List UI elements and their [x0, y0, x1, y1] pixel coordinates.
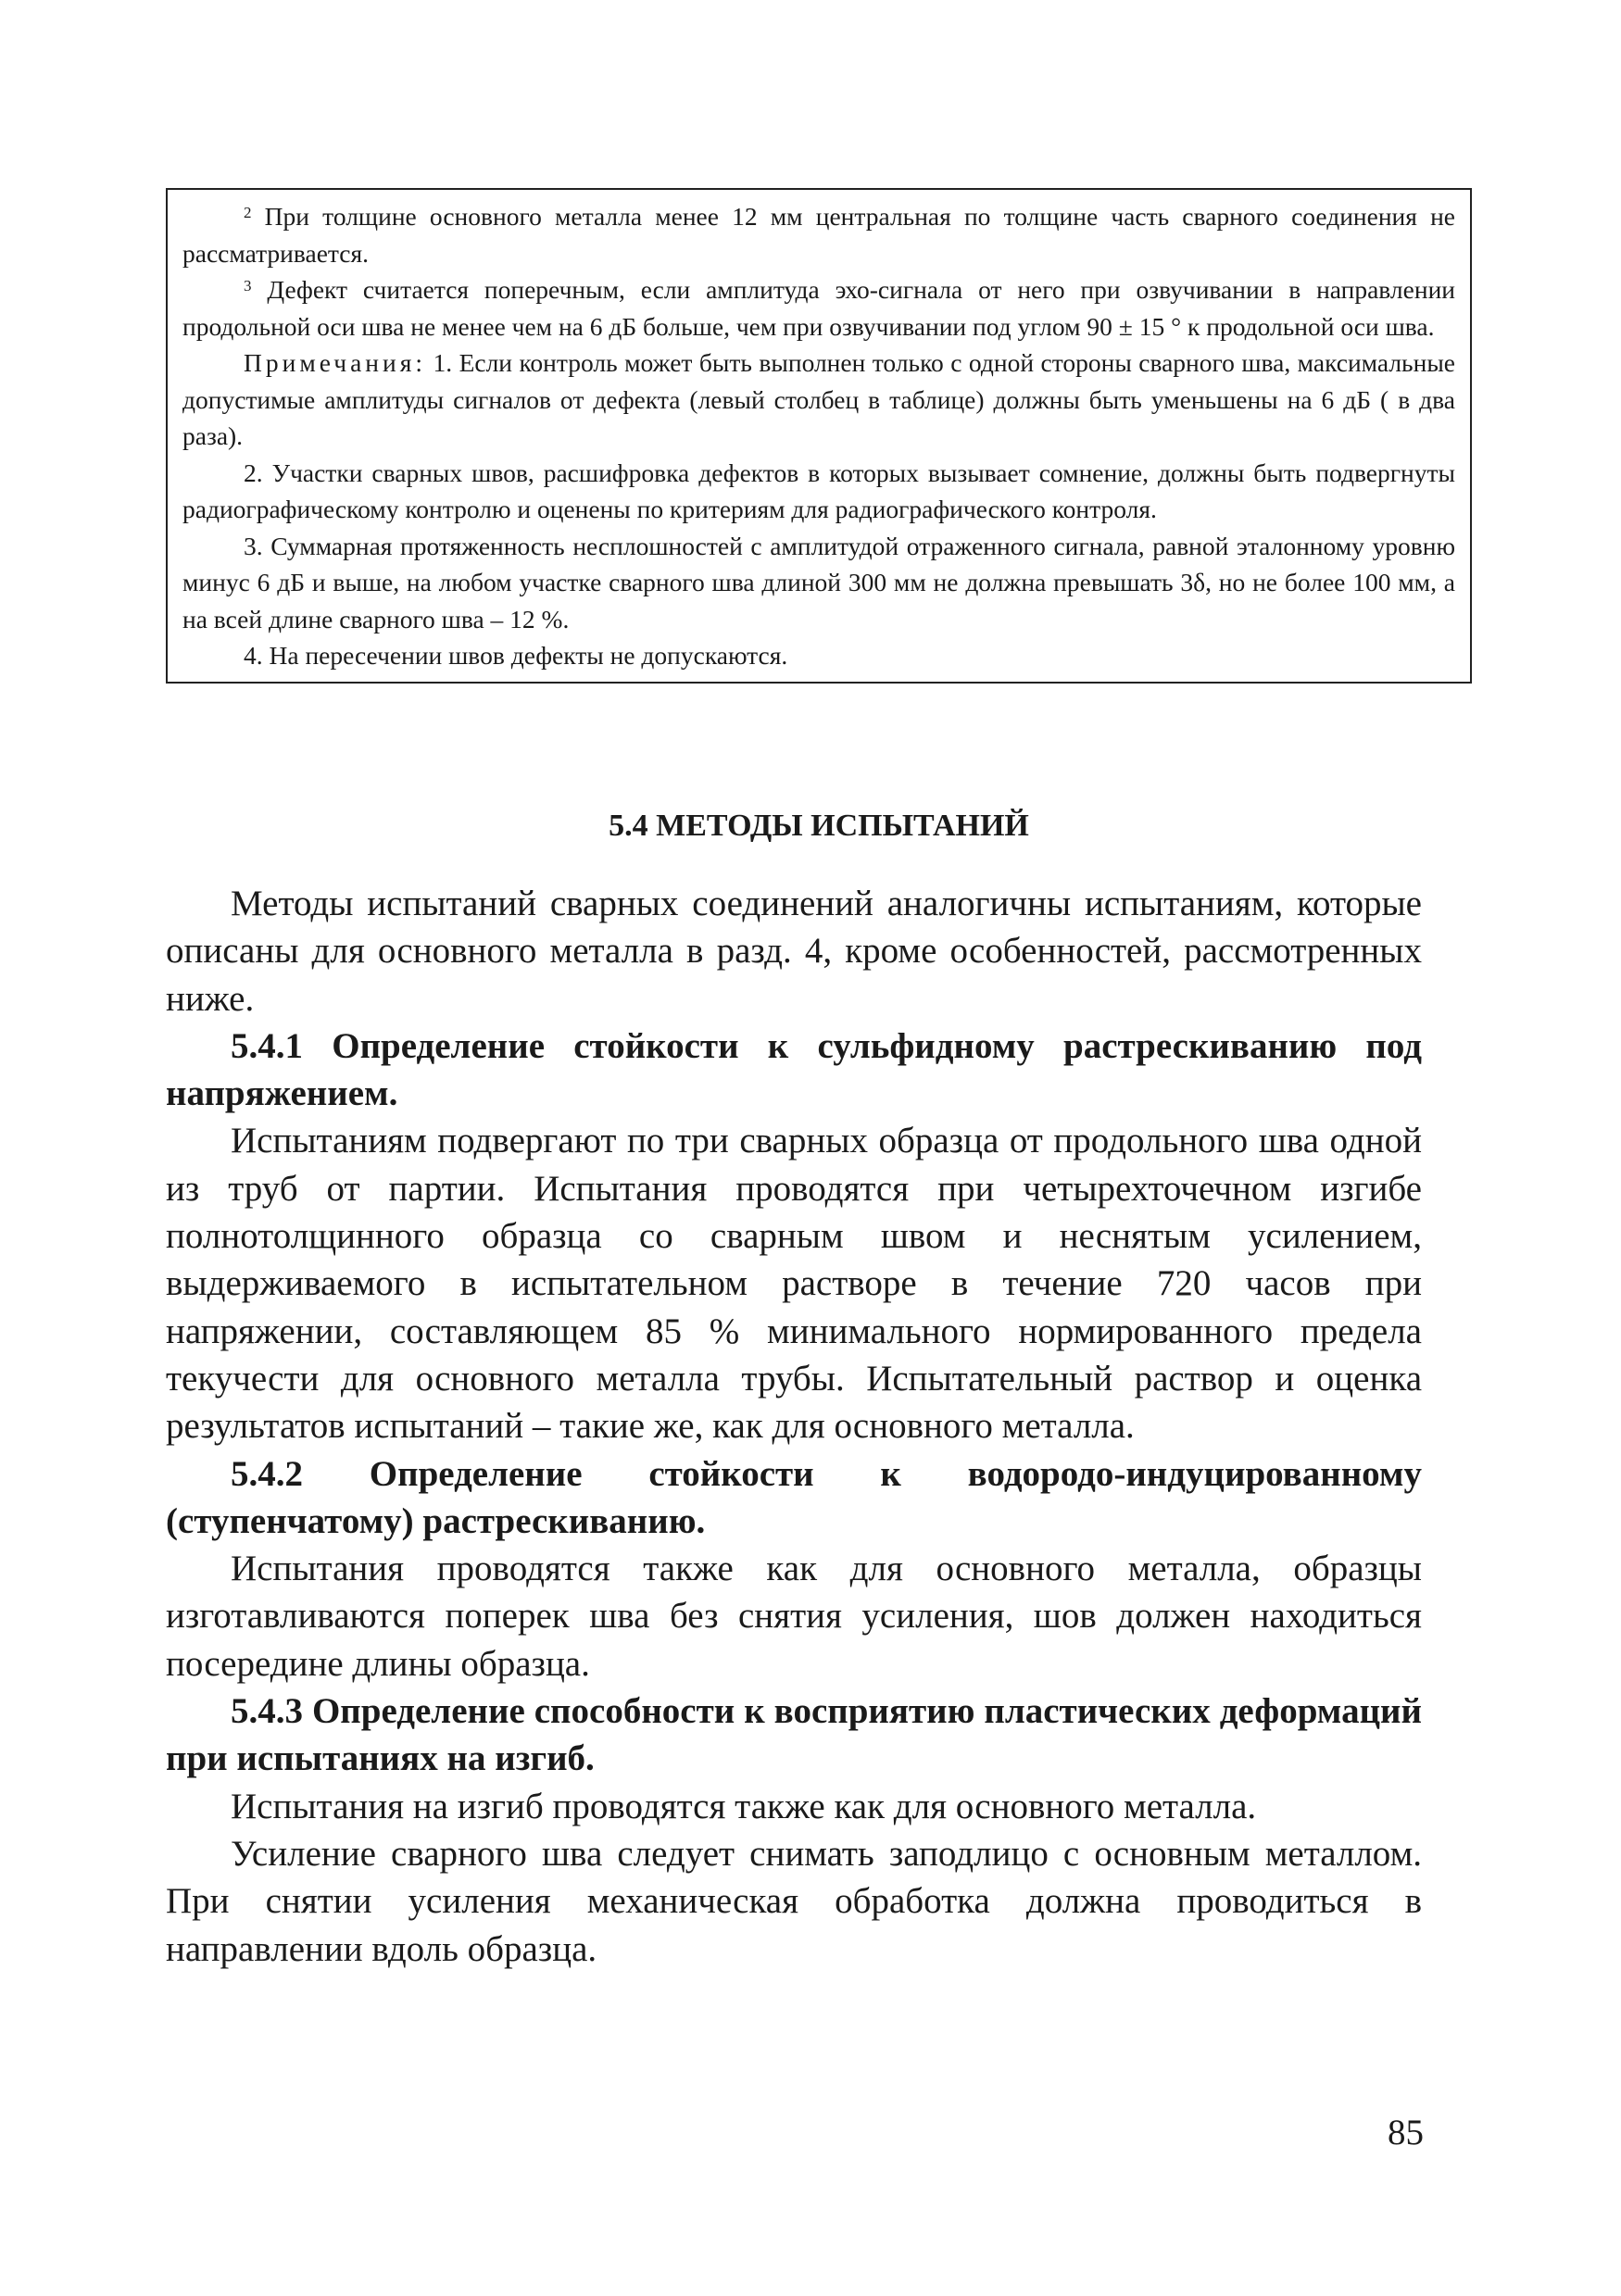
- footnote-2-text: При толщине основного металла менее 12 мм центральная по толщине часть сварного соединения не рассматривается.: [182, 202, 1456, 268]
- footnote-2-mark: 2: [244, 204, 252, 221]
- main-text: [166, 880, 1422, 1973]
- intro-paragraph: Методы испытаний сварных соединений аналогичны испытаниям, которые описаны для основного металла в разд. 4, кроме особенностей, рассмотренных ниже.: [166, 884, 1422, 1019]
- remark-1: [182, 345, 1455, 455]
- footnote-3: [182, 271, 1455, 345]
- page-number: 85: [1388, 2113, 1424, 2152]
- remark-1-text: 1. Если контроль может быть выполнен только с одной стороны сварного шва, максимальные допустимые амплитуды сигналов от дефекта (левый столбец в таблице) должны быть уменьшены на 6 дБ ( в два раза).: [182, 348, 1456, 450]
- section-heading: 5.4 МЕТОДЫ ИСПЫТАНИЙ: [609, 809, 1029, 843]
- remark-2: 2. Участки сварных швов, расшифровка дефектов в которых вызывает сомнение, должны быть подвергнуты радиографическому контролю и оценены по критериям для радиографического контроля.: [182, 458, 1455, 523]
- remarks-label: Примечания:: [244, 348, 427, 377]
- subsection-5-4-2-heading: 5.4.2 Определение стойкости к водородо-индуцированному (ступенчатому) растрескиванию.: [166, 1453, 1422, 1541]
- subsection-5-4-1-heading: 5.4.1 Определение стойкости к сульфидному растрескиванию под напряжением.: [166, 1025, 1422, 1114]
- footnote-3-mark: 3: [244, 277, 252, 295]
- footnote-3-text: Дефект считается поперечным, если амплитуда эхо-сигнала от него при озвучивании в направлении продольной оси шва не менее чем на 6 дБ больше, чем при озвучивании под углом 90 ± 15 ° к продольной оси шва.: [182, 275, 1456, 341]
- subsection-5-4-3-heading: 5.4.3 Определение способности к восприятию пластических деформаций при испытаниях на изгиб.: [166, 1691, 1422, 1779]
- subsection-5-4-1-text: Испытаниям подвергают по три сварных образца от продольного шва одной из труб от партии. Испытания проводятся при четырехточечном изгибе полнотолщинного образца со сварным швом и неснятым усилением, выдерживаемого в испытательном растворе в течение 720 часов при напряжении, составляющем 85 % минимального нормированного предела текучести для основного металла трубы. Испытательный раствор и оценка результатов испытаний – такие же, как для основного металла.: [166, 1121, 1422, 1447]
- subsection-5-4-3-text-1: Испытания на изгиб проводятся также как для основного металла.: [231, 1786, 1257, 1826]
- subsection-5-4-3-text-2: Усиление сварного шва следует снимать заподлицо с основным металлом. При снятии усиления механическая обработка должна проводиться в направлении вдоль образца.: [166, 1833, 1422, 1969]
- footnote-2: [182, 198, 1455, 271]
- notes-box: [166, 188, 1472, 684]
- subsection-5-4-2-text: Испытания проводятся также как для основного металла, образцы изготавливаются поперек шва без снятия усиления, шов должен находиться посередине длины образца.: [166, 1549, 1422, 1684]
- remark-4: 4. На пересечении швов дефекты не допускаются.: [244, 641, 788, 670]
- remark-3: 3. Суммарная протяженность несплошностей с амплитудой отраженного сигнала, равной эталонному уровню минус 6 дБ и выше, на любом участке сварного шва длиной 300 мм не должна превышать 3δ, но не более 100 мм, а на всей длине сварного шва – 12 %.: [182, 531, 1455, 634]
